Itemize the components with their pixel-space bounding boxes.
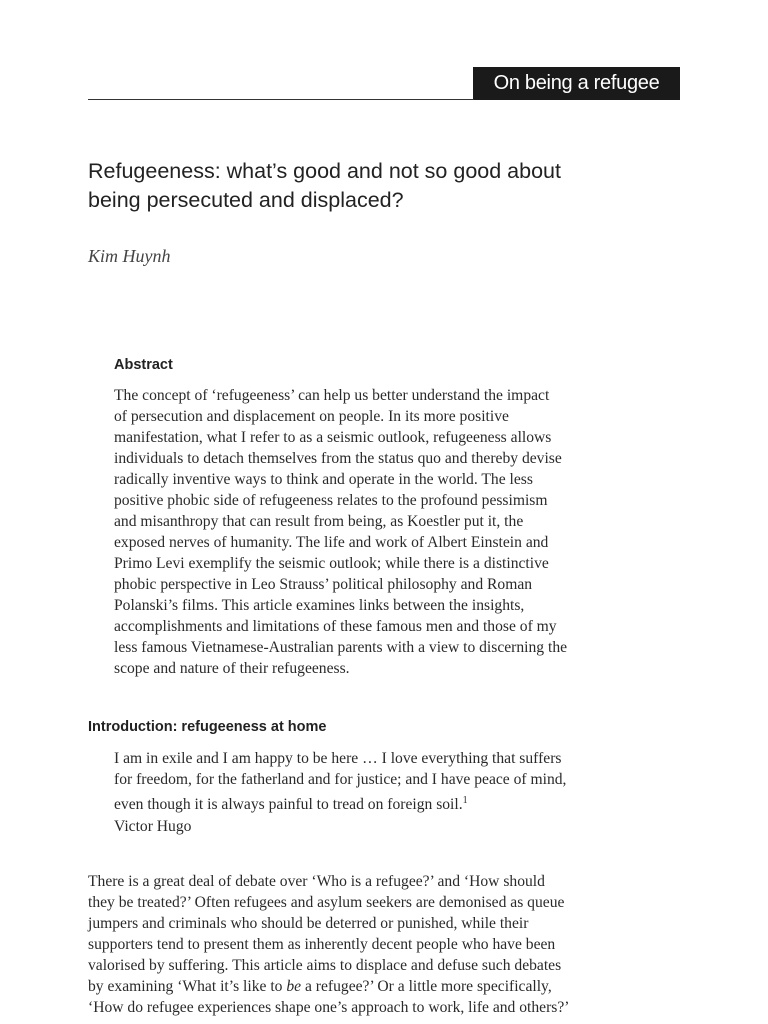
body-line-part: a refugee?’ Or a little more specifically, [301,978,552,995]
introduction-heading: Introduction: refugeeness at home [88,719,327,735]
body-line: ‘How do refugee experiences shape one’s approach to work, life and others?’ [88,999,570,1016]
title-line-2: being persecuted and displaced? [88,188,404,212]
body-line: they be treated?’ Often refugees and asylum seekers are demonised as queue [88,894,565,911]
body-paragraph [88,871,688,1018]
abstract-text: The concept of ‘refugeeness’ can help us better understand the impact of persecution and displacement on people. In its more positive manifestation, what I refer to as a seismic outlook, refugeeness allows individuals to detach themselves from the status quo and thereby devise radically inventive ways to think and operate in the world. The less positive phobic side of refugeeness relates to the profound pessimism and misanthropy that can result from being, as Koestler put it, the exposed nerves of humanity. The life and work of Albert Einstein and Primo Levi exemplify the seismic outlook; while there is a distinctive phobic perspective in Leo Strauss’ political philosophy and Roman Polanski’s films. This article examines links between the insights, accomplishments and limitations of these famous men and those of my less famous Vietnamese-Australian parents with a view to discerning the scope and nature of their refugeeness. [114,387,568,677]
body-line: jumpers and criminals who should be deterred or punished, while their [88,915,529,932]
header-rule [88,99,474,100]
article-title [88,157,688,215]
body-line-part: by examining ‘What it’s like to [88,978,287,995]
footnote-marker[interactable]: 1 [462,795,468,806]
abstract-heading: Abstract [114,357,173,373]
section-label: On being a refugee [473,67,680,100]
body-line [88,976,688,997]
epigraph-quote [114,748,680,815]
body-line: There is a great deal of debate over ‘Who is a refugee?’ and ‘How should [88,873,545,890]
body-line: valorised by suffering. This article aims to displace and defuse such debates [88,957,562,974]
body-line: supporters tend to present them as inherently decent people who have been [88,936,556,953]
epigraph-quote-text: I am in exile and I am happy to be here … I love everything that suffers for freedom, for the fatherland and for justice; and I have peace of mind, even though it is always painful to tread on foreign soil. [114,750,567,814]
title-line-1: Refugeeness: what’s good and not so good about [88,159,561,183]
author-name: Kim Huynh [88,246,171,266]
epigraph-author: Victor Hugo [114,818,192,835]
emphasis-text: be [286,978,302,995]
